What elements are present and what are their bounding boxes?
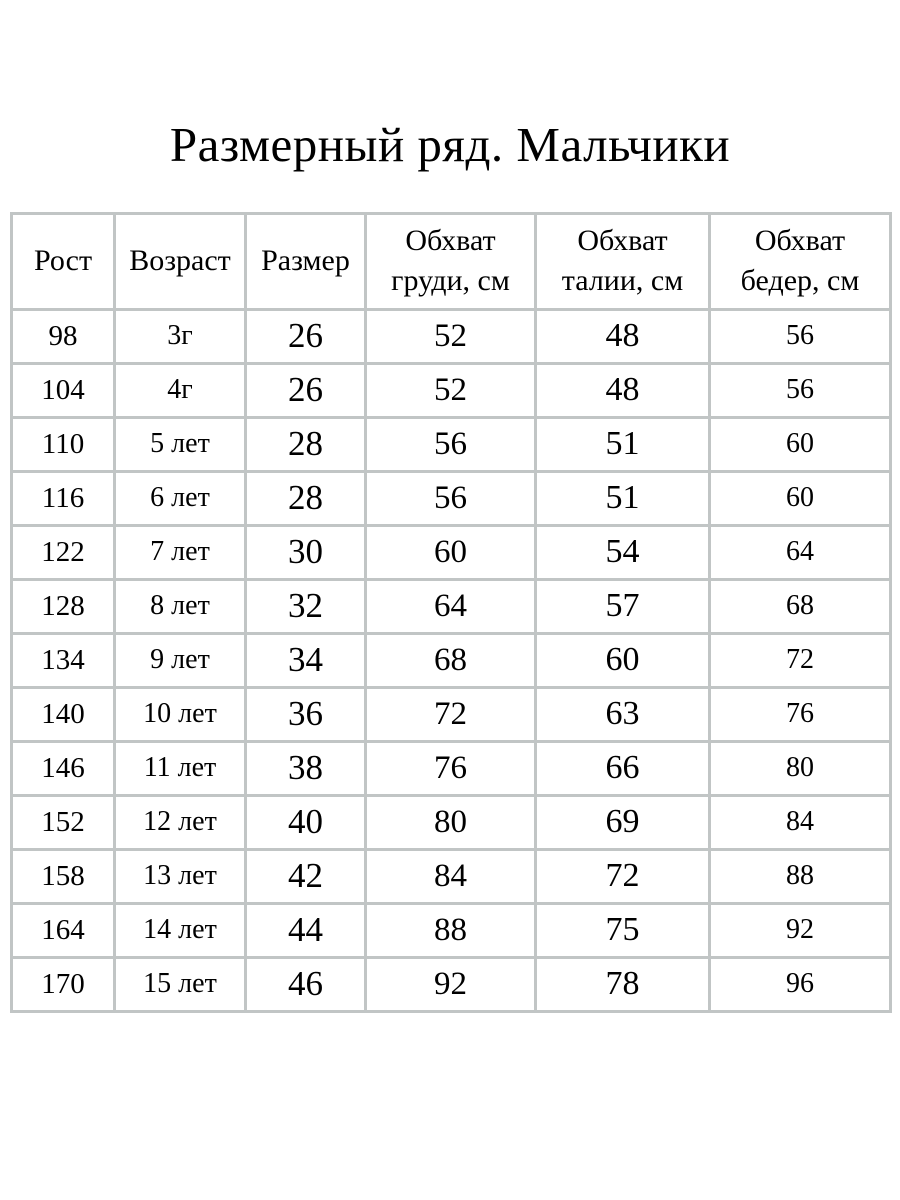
- table-cell: 28: [246, 471, 366, 525]
- table-row: [12, 795, 891, 849]
- table-row: [12, 741, 891, 795]
- table-cell: 7 лет: [115, 525, 246, 579]
- table-cell: 56: [366, 417, 536, 471]
- table-cell: 64: [366, 579, 536, 633]
- table-row: [12, 633, 891, 687]
- table-row: [12, 849, 891, 903]
- table-cell: 51: [536, 471, 710, 525]
- table-cell: 34: [246, 633, 366, 687]
- table-cell: 40: [246, 795, 366, 849]
- table-cell: 88: [366, 903, 536, 957]
- table-cell: 44: [246, 903, 366, 957]
- table-row: [12, 525, 891, 579]
- table-cell: 57: [536, 579, 710, 633]
- table-cell: 6 лет: [115, 471, 246, 525]
- table-cell: 64: [710, 525, 891, 579]
- table-cell: 48: [536, 363, 710, 417]
- table-row: [12, 957, 891, 1011]
- table-cell: 68: [366, 633, 536, 687]
- table-cell: 60: [710, 471, 891, 525]
- table-cell: 76: [366, 741, 536, 795]
- table-cell: 170: [12, 957, 115, 1011]
- table-cell: 4г: [115, 363, 246, 417]
- table-row: [12, 417, 891, 471]
- table-row: [12, 363, 891, 417]
- table-cell: 5 лет: [115, 417, 246, 471]
- table-cell: 80: [710, 741, 891, 795]
- table-cell: 158: [12, 849, 115, 903]
- table-cell: 88: [710, 849, 891, 903]
- table-cell: 84: [366, 849, 536, 903]
- table-cell: 116: [12, 471, 115, 525]
- column-header: Обхват бедер, см: [710, 213, 891, 309]
- table-cell: 60: [710, 417, 891, 471]
- table-cell: 96: [710, 957, 891, 1011]
- table-cell: 15 лет: [115, 957, 246, 1011]
- table-cell: 52: [366, 363, 536, 417]
- table-cell: 72: [710, 633, 891, 687]
- table-cell: 42: [246, 849, 366, 903]
- table-cell: 75: [536, 903, 710, 957]
- table-row: [12, 687, 891, 741]
- table-cell: 92: [366, 957, 536, 1011]
- table-body: [12, 309, 891, 1011]
- table-cell: 72: [536, 849, 710, 903]
- size-table: [10, 212, 892, 1013]
- table-cell: 36: [246, 687, 366, 741]
- table-cell: 54: [536, 525, 710, 579]
- table-cell: 66: [536, 741, 710, 795]
- table-cell: 152: [12, 795, 115, 849]
- table-cell: 78: [536, 957, 710, 1011]
- table-cell: 14 лет: [115, 903, 246, 957]
- table-cell: 56: [710, 363, 891, 417]
- table-cell: 56: [710, 309, 891, 363]
- table-cell: 13 лет: [115, 849, 246, 903]
- table-cell: 69: [536, 795, 710, 849]
- table-cell: 28: [246, 417, 366, 471]
- table-cell: 80: [366, 795, 536, 849]
- column-header: Рост: [12, 213, 115, 309]
- table-cell: 30: [246, 525, 366, 579]
- page-title: Размерный ряд. Мальчики: [169, 117, 731, 172]
- table-cell: 98: [12, 309, 115, 363]
- table-cell: 134: [12, 633, 115, 687]
- header-row: [12, 213, 891, 309]
- table-cell: 51: [536, 417, 710, 471]
- table-cell: 63: [536, 687, 710, 741]
- column-header: Обхват талии, см: [536, 213, 710, 309]
- column-header: Обхват груди, см: [366, 213, 536, 309]
- table-row: [12, 903, 891, 957]
- table-cell: 84: [710, 795, 891, 849]
- table-cell: 56: [366, 471, 536, 525]
- table-cell: 3г: [115, 309, 246, 363]
- table-cell: 122: [12, 525, 115, 579]
- table-cell: 52: [366, 309, 536, 363]
- table-cell: 146: [12, 741, 115, 795]
- table-cell: 32: [246, 579, 366, 633]
- table-cell: 60: [366, 525, 536, 579]
- column-header: Возраст: [115, 213, 246, 309]
- table-cell: 68: [710, 579, 891, 633]
- table-cell: 9 лет: [115, 633, 246, 687]
- table-cell: 92: [710, 903, 891, 957]
- table-cell: 128: [12, 579, 115, 633]
- table-row: [12, 579, 891, 633]
- table-cell: 60: [536, 633, 710, 687]
- table-cell: 8 лет: [115, 579, 246, 633]
- column-header: Размер: [246, 213, 366, 309]
- table-cell: 26: [246, 363, 366, 417]
- table-cell: 11 лет: [115, 741, 246, 795]
- table-cell: 46: [246, 957, 366, 1011]
- table-cell: 110: [12, 417, 115, 471]
- table-row: [12, 309, 891, 363]
- table-row: [12, 471, 891, 525]
- table-cell: 72: [366, 687, 536, 741]
- table-cell: 104: [12, 363, 115, 417]
- table-cell: 12 лет: [115, 795, 246, 849]
- table-cell: 38: [246, 741, 366, 795]
- table-cell: 140: [12, 687, 115, 741]
- table-cell: 48: [536, 309, 710, 363]
- table-cell: 164: [12, 903, 115, 957]
- table-cell: 10 лет: [115, 687, 246, 741]
- table-cell: 26: [246, 309, 366, 363]
- table-cell: 76: [710, 687, 891, 741]
